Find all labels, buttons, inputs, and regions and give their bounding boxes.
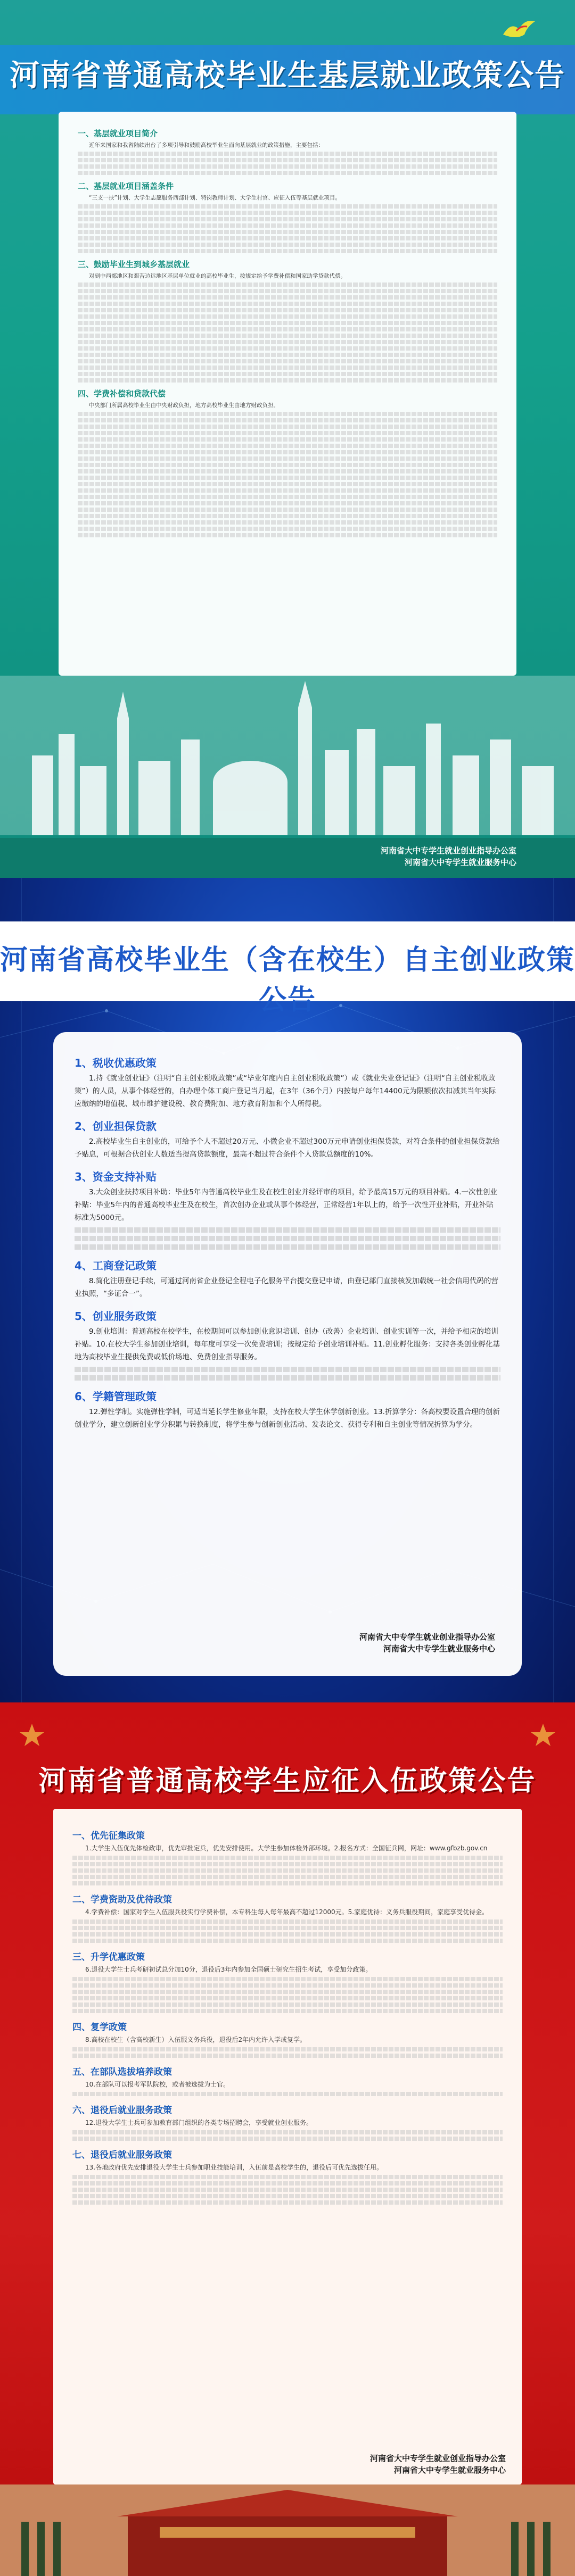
bird-logo-icon <box>500 16 538 43</box>
text-line <box>78 217 497 221</box>
section-heading: 一、基层就业项目简介 <box>78 129 158 138</box>
policy-sheet <box>53 1809 522 2484</box>
section-text: 中央部门所属高校毕业生由中央财政负担，地方高校毕业生由地方财政负担。 <box>89 402 279 409</box>
text-line <box>78 295 497 300</box>
text-line <box>78 314 497 319</box>
section-text: 3.大众创业扶持项目补助：毕业5年内普通高校毕业生及在校生创业并经评审的项目，给予最高15万元的项目补贴。4.一次性创业补贴：毕业5年内的普通高校毕业生及在校生，首次创办企业或从事个体经营，正常经营1年以上的，给予一次性开业补贴，开业补贴标准为5000元。 <box>75 1188 498 1222</box>
text-line <box>78 158 497 162</box>
section-text: 10.在部队可以报考军队院校，或者被选拔为士官。 <box>85 2081 230 2088</box>
section-heading: 一、优先征集政策 <box>72 1831 145 1841</box>
section-text: 8.简化注册登记手续，可通过河南省企业登记全程电子化服务平台提交登记申请，由登记部门直接核发加载统一社会信用代码的营业执照，“多证合一”。 <box>75 1277 498 1298</box>
text-line <box>78 378 497 383</box>
text-line <box>72 2181 503 2186</box>
text-line <box>72 2054 503 2058</box>
text-line <box>72 1856 503 1860</box>
section-heading: 二、学费资助及优待政策 <box>72 1894 172 1905</box>
section-heading: 四、学费补偿和贷款代偿 <box>78 389 166 398</box>
text-line <box>78 444 497 448</box>
text-line <box>78 418 497 422</box>
tiananmen-soldiers-illustration <box>0 2484 575 2576</box>
text-line <box>78 289 497 293</box>
section-text: 12.退役大学生士兵可参加教育部门组织的各类专场招聘会，享受就业创业服务。 <box>85 2119 313 2126</box>
section-heading: 3、资金支持补贴 <box>75 1170 157 1183</box>
section-text: 1.持《就业创业证》（注明“自主创业税收政策”或“毕业年度内自主创业税收政策”）或《就业失业登记证》（注明“自主创业税收政策”）的人员，从事个体经营的，自办理个体工商户登记当月起，在3年（36个月）内按每户每年14400元为限额依次扣减其当年实际应缴纳的增值税、城市维护建设税、教育费附加、地方教育附加和个人所得税。 <box>75 1074 496 1108</box>
text-line <box>78 171 497 175</box>
text-line <box>78 437 497 442</box>
section-text: “三支一扶”计划、大学生志愿服务西部计划、特岗教师计划、大学生村官、应征入伍等基层就业项目。 <box>89 195 341 201</box>
text-line <box>75 1236 500 1241</box>
enlistment-policy-poster <box>0 1702 575 2576</box>
text-line <box>78 482 497 486</box>
text-line <box>78 308 497 312</box>
text-line <box>72 1875 503 1879</box>
section-text: 9.创业培训：普通高校在校学生，在校期间可以参加创业意识培训、创办（改善）企业培训、创业实训等一次，并给予相应的培训补贴。10.在校大学生参加创业培训，每年度可享受一次免费培训；按规定给予创业培训补贴。11.创业孵化服务：支持各类创业孵化基地为高校毕业生提供免费或低价场地、免费创业指导服务。 <box>75 1327 500 1361</box>
text-line <box>72 1868 503 1873</box>
text-line <box>75 1367 500 1372</box>
text-line <box>78 346 497 351</box>
text-line <box>72 2188 503 2192</box>
section-text: 对到中西部地区和艰苦边远地区基层单位就业的高校毕业生，按规定给予学费补偿和国家助学贷款代偿。 <box>89 273 346 279</box>
text-line <box>72 1932 503 1937</box>
text-line <box>72 2137 503 2141</box>
text-line <box>78 211 497 215</box>
text-line <box>78 469 497 473</box>
text-line <box>78 514 497 518</box>
section-text: 13.各地政府优先安排退役大学生士兵参加职业技能培训，入伍前是高校学生的，退役后可优先选拔任用。 <box>85 2164 383 2171</box>
section-text: 6.退役大学生士兵考研初试总分加10分，退役后3年内参加全国硕士研究生招生考试，享受加分政策。 <box>85 1966 372 1973</box>
text-line <box>78 412 497 416</box>
text-line <box>78 520 497 525</box>
text-line <box>72 2130 503 2134</box>
section-text: 2.高校毕业生自主创业的，可给予个人不超过20万元、小微企业不超过300万元申请创业担保贷款，对符合条件的创业担保贷款给予贴息，可根据合伙创业人数适当提高贷款额度，最高不超过符合条件个人贷款总额度的10%。 <box>75 1137 500 1159</box>
section-heading: 5、创业服务政策 <box>75 1310 157 1323</box>
text-line <box>78 365 497 370</box>
text-line <box>72 1939 503 1943</box>
text-line <box>72 1881 503 1885</box>
text-line <box>78 456 497 461</box>
center-name: 河南省大中专学生就业服务中心 <box>393 2465 506 2475</box>
text-line <box>78 501 497 505</box>
policy-sheet <box>59 112 516 676</box>
text-line <box>78 243 497 247</box>
text-line <box>78 450 497 454</box>
text-line <box>78 508 497 512</box>
text-line <box>78 204 497 209</box>
text-line <box>78 488 497 493</box>
office-name: 河南省大中专学生就业创业指导办公室 <box>380 846 516 855</box>
section-text: 1.大学生入伍优先体检政审，优先审批定兵，优先安排使用。大学生参加体检外部环境。2.报名方式：全国征兵网，网址：www.gfbzb.gov.cn <box>85 1844 488 1852</box>
section-heading: 七、退役后就业服务政策 <box>72 2150 172 2160</box>
section-heading: 三、升学优惠政策 <box>72 1952 145 1963</box>
employment-policy-poster <box>0 0 575 878</box>
text-line <box>78 164 497 169</box>
text-line <box>78 353 497 357</box>
text-line <box>72 1977 503 1981</box>
section-heading: 1、税收优惠政策 <box>75 1057 157 1069</box>
text-line <box>78 359 497 363</box>
text-line <box>78 495 497 499</box>
section-heading: 二、基层就业项目涵盖条件 <box>78 181 174 191</box>
text-line <box>78 533 497 537</box>
issuing-office <box>370 2453 506 2476</box>
text-line <box>78 334 497 338</box>
text-line <box>78 321 497 325</box>
text-line <box>72 2175 503 2179</box>
section-text: 4.学费补偿：国家对学生入伍服兵役实行学费补偿，本专科生每人每年最高不超过12000元。5.家庭优待：义务兵服役期间，家庭享受优待金。 <box>85 1908 489 1916</box>
section-heading: 六、退役后就业服务政策 <box>72 2105 172 2116</box>
text-line <box>75 1375 500 1381</box>
text-line <box>72 1996 503 2000</box>
text-line <box>78 425 497 429</box>
text-line <box>72 2194 503 2198</box>
text-line <box>72 1862 503 1866</box>
section-text: 8.高校在校生（含高校新生）入伍服义务兵役，退役后2年内允许入学或复学。 <box>85 2036 307 2043</box>
text-line <box>78 230 497 234</box>
text-line <box>72 1990 503 1994</box>
center-name: 河南省大中专学生就业服务中心 <box>404 858 516 867</box>
section-heading: 2、创业担保贷款 <box>75 1120 157 1133</box>
text-line <box>72 1919 503 1924</box>
text-line <box>72 2047 503 2051</box>
poster-title: 河南省普通高校学生应征入伍政策公告 <box>38 1765 537 1797</box>
text-line <box>72 2009 503 2013</box>
text-line <box>72 1983 503 1988</box>
text-line <box>72 2002 503 2007</box>
text-line <box>75 1227 500 1233</box>
text-line <box>78 302 497 306</box>
office-name: 河南省大中专学生就业创业指导办公室 <box>359 1632 495 1642</box>
section-heading: 6、学籍管理政策 <box>75 1390 157 1403</box>
center-name: 河南省大中专学生就业服务中心 <box>383 1644 495 1653</box>
text-line <box>78 327 497 331</box>
text-line <box>78 527 497 531</box>
text-line <box>72 1926 503 1930</box>
section-text: 12.弹性学制。实施弹性学制，可适当延长学生修业年限，支持在校大学生休学创新创业。13.折算学分：各高校要设置合理的创新创业学分，建立创新创业学分积累与转换制度，将学生参与创新创业活动、发表论文、获得专利和自主创业等情况折算为学分。 <box>75 1408 500 1429</box>
text-line <box>78 152 497 156</box>
text-line <box>72 2200 503 2205</box>
entrepreneurship-policy-poster <box>0 878 575 1702</box>
office-name: 河南省大中专学生就业创业指导办公室 <box>369 2454 506 2463</box>
text-line <box>78 223 497 228</box>
text-line <box>78 372 497 376</box>
text-line <box>78 463 497 467</box>
section-heading: 三、鼓励毕业生到城乡基层就业 <box>78 260 190 269</box>
text-line <box>78 249 497 253</box>
section-text: 近年来国家和我省陆续出台了多项引导和鼓励高校毕业生面向基层就业的政策措施，主要包括： <box>89 142 324 148</box>
text-line <box>72 2092 503 2096</box>
text-line <box>78 340 497 344</box>
text-line <box>78 476 497 480</box>
text-line <box>75 1244 500 1250</box>
policy-sheet <box>53 1032 522 1676</box>
text-line <box>78 236 497 240</box>
section-heading: 4、工商登记政策 <box>75 1259 157 1272</box>
section-heading: 四、复学政策 <box>72 2022 127 2033</box>
issuing-office <box>359 1631 495 1655</box>
poster-title: 河南省普通高校毕业生基层就业政策公告 <box>10 59 565 93</box>
poster-title: 河南省高校毕业生（含在校生）自主创业政策公告 <box>0 944 575 1016</box>
issuing-office <box>381 845 516 868</box>
city-skyline-illustration <box>0 676 575 835</box>
text-line <box>78 431 497 435</box>
text-line <box>78 282 497 287</box>
section-heading: 五、在部队选拔培养政策 <box>72 2067 172 2078</box>
